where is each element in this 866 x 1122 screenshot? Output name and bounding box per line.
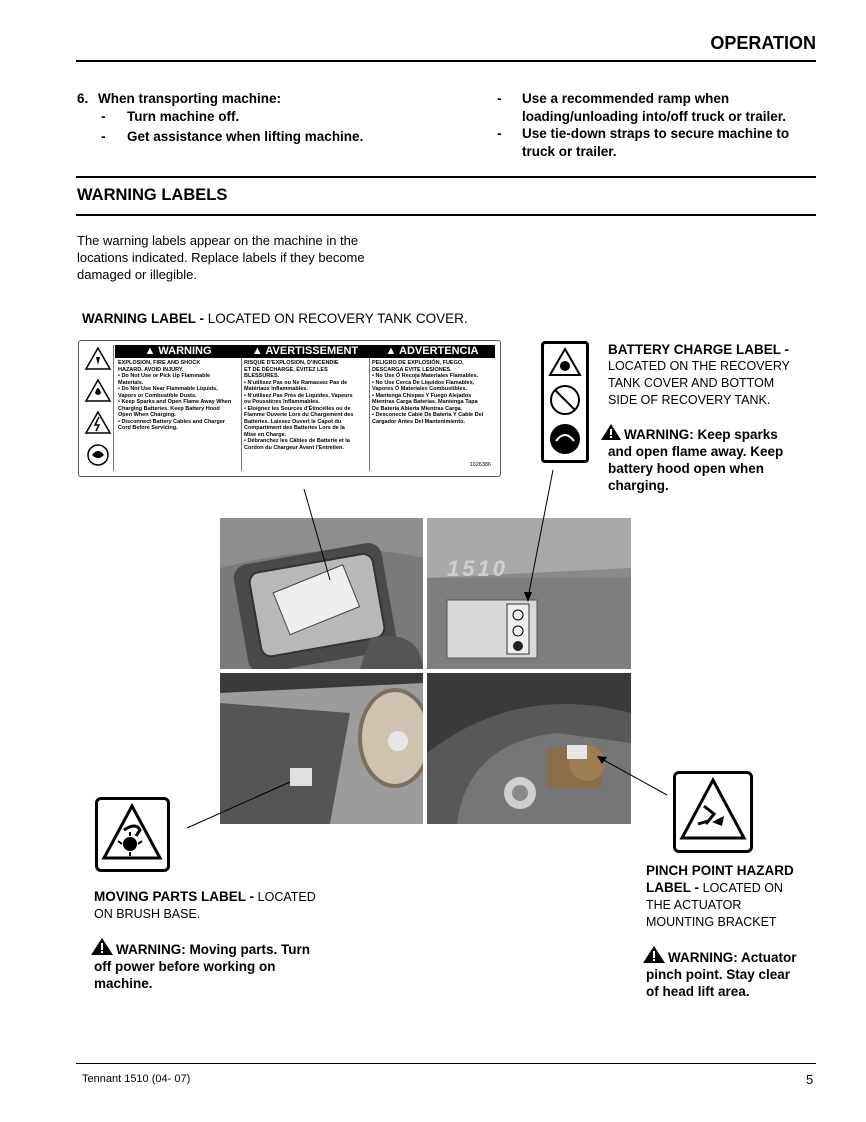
label-text-line: De Bateria Abierta Mientras Carga.	[372, 405, 463, 412]
col-french-text	[241, 358, 369, 453]
label-text-line: • Do Not Use or Pick Up Flammable	[118, 373, 211, 379]
battery-charge-label-icon	[541, 341, 589, 463]
label-text-line: Compartiment des Batteries Lors de la	[244, 425, 345, 431]
label-text-line: • Débranchez les Câbles de Batterie et la	[244, 438, 350, 444]
col-spanish-text	[369, 358, 495, 427]
battery-hazard-symbols-icon	[544, 344, 586, 460]
footer-rule	[76, 1063, 816, 1064]
page-number: 5	[806, 1072, 814, 1087]
label-text-line: Cordon du Chargeur Avant l'Entretien.	[244, 444, 344, 451]
label-text-line: • Disconnect Battery Cables and Charger	[118, 418, 226, 425]
col-english-text	[115, 358, 241, 434]
col-spanish-header: ▲ ADVERTENCIA	[369, 345, 495, 358]
col-french-header: ▲ AVERTISSEMENT	[241, 345, 369, 358]
left-bullet-1: - Turn machine off.	[101, 109, 240, 124]
photo-recovery-tank-cover	[220, 518, 423, 669]
footer-document-id: Tennant 1510 (04- 07)	[82, 1073, 191, 1085]
label-col-english	[115, 345, 242, 471]
label-text-line: ET DE DÉCHARGE. ÉVITEZ LES	[244, 366, 328, 373]
part-number: 1026386	[469, 461, 491, 468]
right-bullet-2: - Use tie-down straps to secure machine to truck or trailer.	[497, 126, 790, 159]
label-text-line: Batteries. Laissez Ouvert le Capot du	[244, 418, 342, 425]
label-text-line: Cargador Antes Del Mantenimiento.	[372, 418, 466, 425]
section-rule-top	[76, 176, 816, 178]
main-warning-label	[78, 340, 501, 477]
battery-warning-text: WARNING: Keep sparks and open flame away. Keep battery hood open when charging.	[600, 423, 783, 494]
label-text-line: • N'utilisez Pas ou Ne Ramassez Pas de	[244, 379, 348, 386]
label-text-line: • Eloignez les Sources d'Étincelles ou de	[244, 405, 351, 412]
label-text-line: • No Use Cerca De Liquidos Flamables,	[372, 379, 475, 386]
section-rule-bottom	[76, 214, 816, 216]
moving-parts-label-icon	[95, 797, 170, 872]
warning-triangle-icon	[600, 423, 622, 441]
pictogram-column	[83, 345, 114, 471]
label-text-line: EXPLOSION, FIRE AND SHOCK	[118, 360, 201, 366]
section-title: OPERATION	[710, 33, 816, 53]
pinch-point-warning: WARNING: Actuator pinch point. Stay clear of head lift area.	[642, 945, 797, 1000]
label-text-line: • N'utilisez Pas Près de Liquides, Vapeurs	[244, 392, 353, 399]
left-bullet-2: - Get assistance when lifting machine.	[101, 129, 364, 144]
label-col-french	[241, 345, 370, 471]
warning-triangle-icon	[90, 937, 114, 956]
pinch-point-hazard-icon	[676, 774, 750, 850]
label-text-line: • Do Not Use Near Flammable Liquids,	[118, 386, 218, 392]
label-text-line: Charging Batteries. Keep Battery Hood	[118, 405, 220, 412]
label-text-line: • Desconecte Cable De Bateria Y Cable Del	[372, 412, 484, 418]
label-text-line: Vapores Ó Materiales Combustibles.	[372, 386, 468, 392]
label-text-line: Flamme Ouverte Lors du Chargement des	[244, 412, 354, 418]
main-label-caption: WARNING LABEL - LOCATED ON RECOVERY TANK COVER.	[82, 311, 468, 326]
label-text-line: Cord Before Servicing.	[118, 425, 178, 431]
header-rule	[76, 60, 816, 62]
photo-actuator-bracket	[427, 673, 631, 824]
label-text-line: PELIGRO DE EXPLOSIÓN, FUEGO,	[372, 360, 464, 366]
model-badge: 1510	[447, 556, 508, 581]
label-text-line: HAZARD. AVOID INJURY.	[118, 366, 184, 373]
moving-parts-hazard-icon	[98, 800, 167, 869]
moving-parts-warning: WARNING: Moving parts. Turn off power before working on machine.	[90, 937, 310, 992]
pinch-point-caption: PINCH POINT HAZARD LABEL - LOCATED ON THE ACTUATOR MOUNTING BRACKET	[646, 863, 794, 929]
transport-item	[77, 90, 281, 108]
warning-triangle-icon	[642, 945, 666, 964]
label-text-line: Open When Charging.	[118, 412, 176, 418]
pinch-point-label-icon	[673, 771, 753, 853]
label-text-line: Matériaux Inflammables.	[244, 386, 308, 392]
label-text-line: • No Use Ó Recoja Materiales Flamables.	[372, 373, 479, 379]
photo-brush-base	[220, 673, 423, 824]
label-text-line: Materials.	[118, 379, 144, 386]
moving-parts-caption: MOVING PARTS LABEL - LOCATED ON BRUSH BASE.	[94, 889, 316, 921]
label-text-line: Mise en Charge.	[244, 431, 287, 438]
label-text-line: BLESSURES.	[244, 373, 280, 379]
label-text-line: ou Poussières Inflammables.	[244, 399, 320, 405]
photo-recovery-tank-side	[427, 518, 631, 669]
label-text-line: RISQUE D'EXPLOSION, D'INCENDIE	[244, 360, 339, 366]
label-text-line: DESCARGA EVITE LESIONES.	[372, 366, 452, 373]
label-text-line: Mientras Carga Baterias. Mantenga Tapa	[372, 399, 478, 405]
label-text-line: • Mantenga Chispas Y Fuego Alejados	[372, 392, 472, 399]
battery-label-caption: BATTERY CHARGE LABEL - LOCATED ON THE RECOVERY TANK COVER AND BOTTOM SIDE OF RECOVERY TANK.	[608, 342, 790, 407]
item-number: 6.	[77, 91, 89, 106]
section-heading: WARNING LABELS	[77, 186, 228, 204]
label-text-line: Vapors or Combustible Dusts.	[118, 392, 197, 399]
hazard-pictograms-icon	[83, 345, 113, 471]
label-col-spanish	[369, 345, 495, 471]
label-text-line: • Keep Sparks and Open Flame Away When	[118, 399, 232, 405]
right-bullet-1: - Use a recommended ramp when loading/unloading into/off truck or trailer.	[497, 91, 787, 124]
intro-paragraph: The warning labels appear on the machine in the locations indicated. Replace labels if they become damaged or illegible.	[77, 233, 365, 282]
item-title: When transporting machine:	[98, 91, 282, 106]
col-english-header: ▲ WARNING	[115, 345, 241, 358]
